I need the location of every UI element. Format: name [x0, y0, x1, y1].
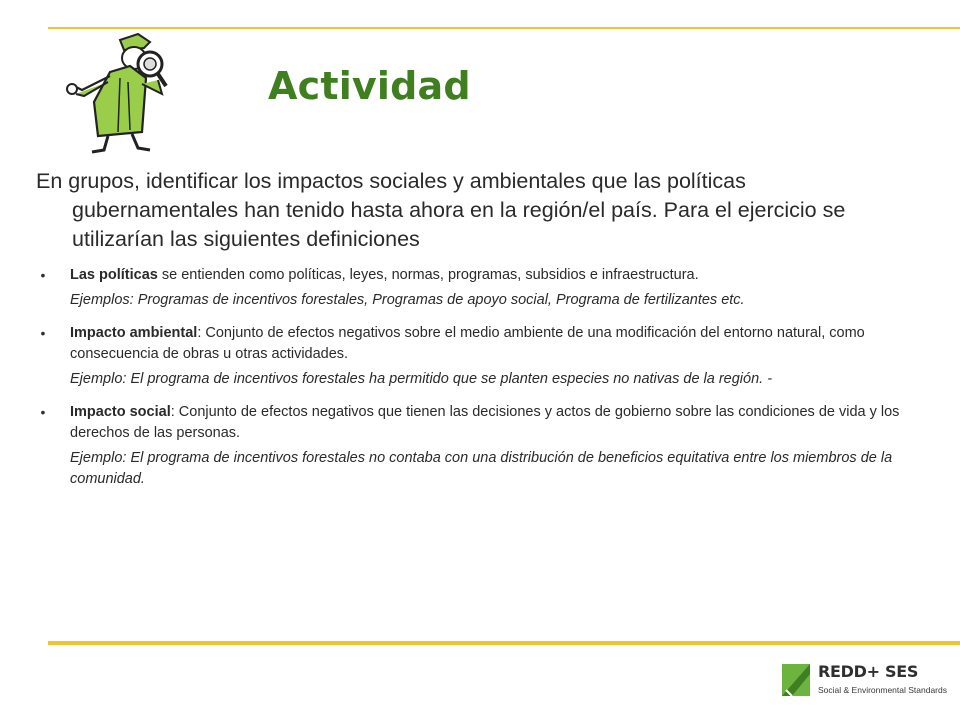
definition-line [70, 323, 936, 365]
definition-item [36, 265, 936, 311]
detective-magnifier-icon [58, 32, 188, 154]
definition-text: se entienden como políticas, leyes, normas, programas, subsidios e infraestructura. [157, 267, 699, 283]
definition-term: Las políticas [70, 267, 158, 283]
definition-item [36, 323, 936, 390]
definition-term: Impacto social [70, 404, 171, 420]
top-rule [48, 27, 960, 29]
bullet: • [40, 267, 46, 283]
bottom-rule [48, 641, 960, 645]
definition-text: : Conjunto de efectos negativos que tienen las decisiones y actos de gobierno sobre las condiciones de vida y los derechos de las personas. [70, 404, 900, 441]
bullet: • [40, 325, 46, 341]
definition-line [70, 265, 936, 286]
bullet: • [40, 404, 46, 420]
definition-term: Impacto ambiental [70, 325, 198, 341]
definition-example: Ejemplos: Programas de incentivos forestales, Programas de apoyo social, Programa de fertilizantes etc. [70, 292, 745, 308]
intro-text: En grupos, identificar los impactos sociales y ambientales que las políticas gubernamentales han tenido hasta ahora en la región/el país. Para el ejercicio se utilizarían las siguientes definiciones [36, 169, 846, 251]
logo-tagline: Social & Environmental Standards [818, 685, 947, 695]
definition-text: : Conjunto de efectos negativos sobre el medio ambiente de una modificación del entorno natural, como consecuencia de obras u otras actividades. [70, 325, 865, 362]
slide-title: Actividad [268, 64, 471, 108]
redd-ses-logo-icon [778, 660, 814, 700]
redd-ses-logo [778, 660, 947, 704]
intro-paragraph [36, 167, 916, 254]
logo-name: REDD+ SES [818, 662, 919, 681]
definition-line [70, 402, 936, 444]
definitions-list [36, 265, 936, 502]
definition-example: Ejemplo: El programa de incentivos forestales no contaba con una distribución de beneficios equitativa entre los miembros de la comunidad. [70, 450, 893, 487]
definition-example: Ejemplo: El programa de incentivos forestales ha permitido que se planten especies no nativas de la región. - [70, 371, 773, 387]
definition-item [36, 402, 936, 490]
